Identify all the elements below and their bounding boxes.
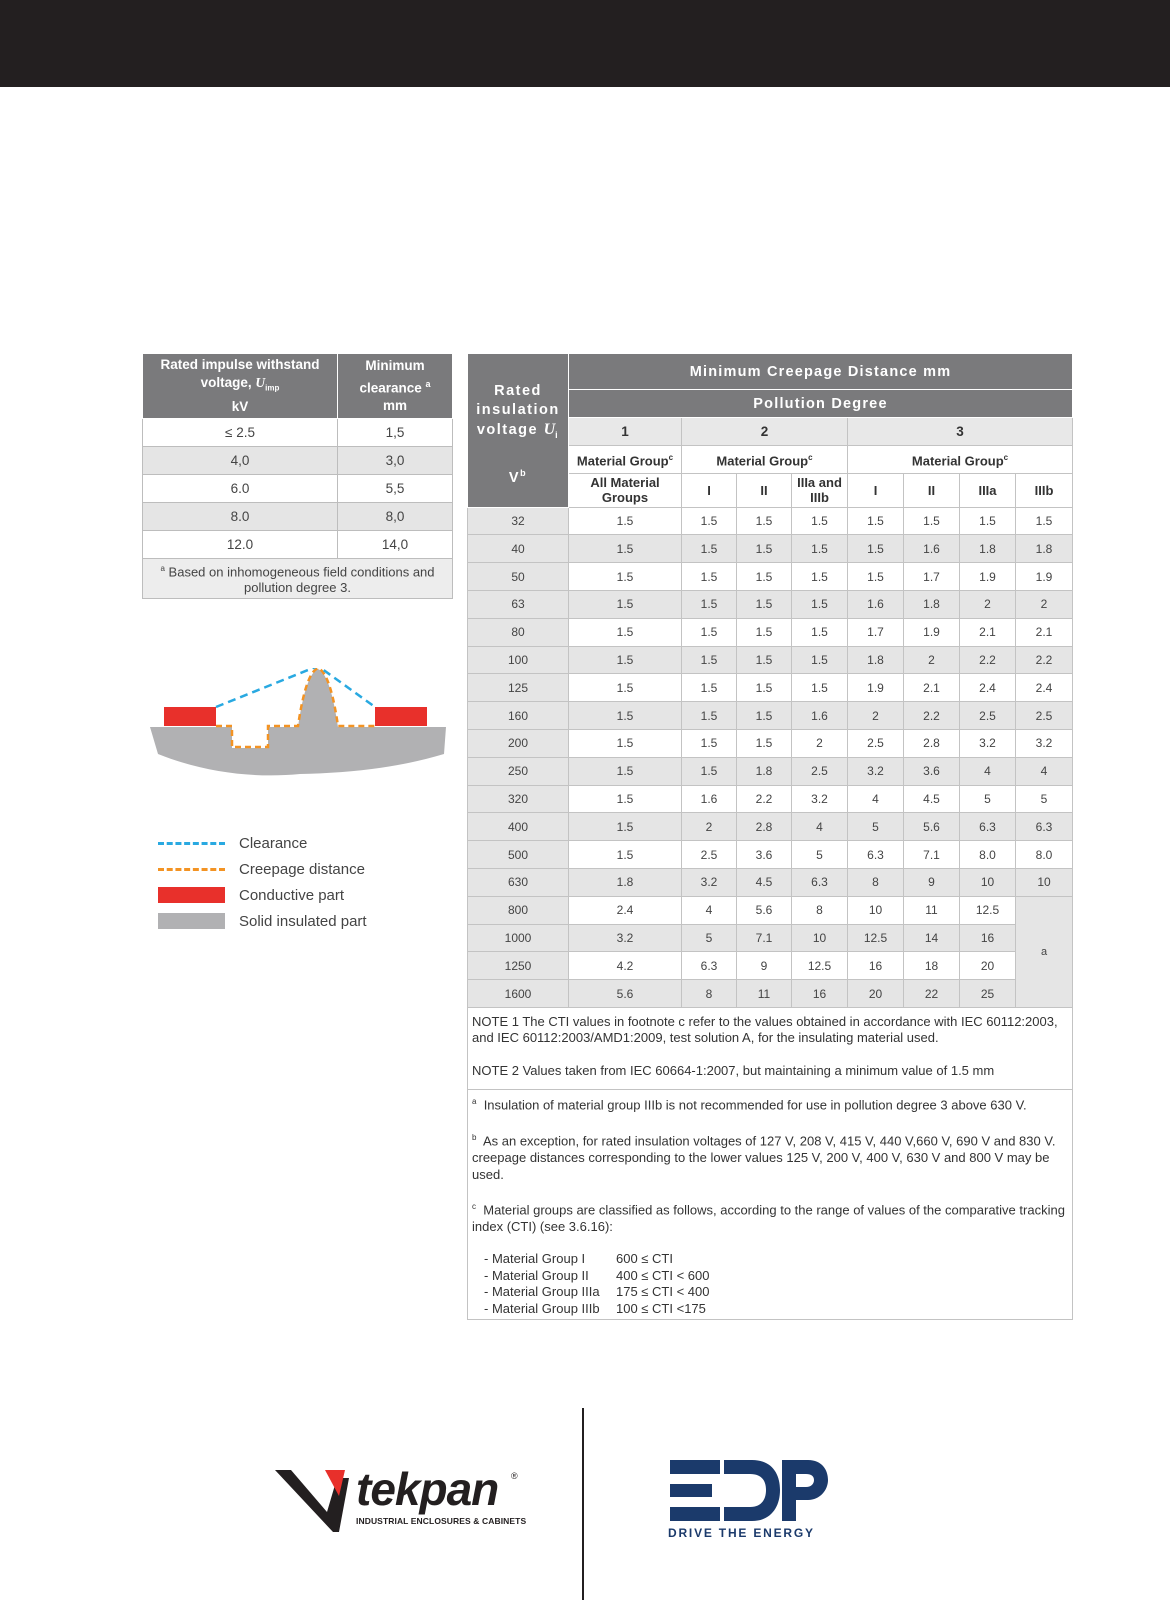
pd3-cell: 2.5 — [848, 729, 904, 757]
pd2-cell: 2 — [682, 813, 737, 841]
material-group-item — [472, 1301, 1068, 1318]
pd2-cell: 2.8 — [737, 813, 792, 841]
rated-voltage-cell: 63 — [468, 590, 569, 618]
clearance-table — [142, 353, 453, 599]
pd1-cell: 3.2 — [569, 924, 682, 952]
pd3-cell: 1.9 — [848, 674, 904, 702]
pd3-cell: 4 — [960, 757, 1016, 785]
creepage-swatch — [158, 868, 225, 871]
footnote-b: $^b$ As an exception, for rated insulation voltages of 127 V, 208 V, 415 V, 440 V,660 V, 690 V and 830 V. creepage distances corresponding to the lower values 125 V, 200 V, 400 V, 630 V and 800 V may be used. — [472, 1133, 1056, 1182]
pd2-cell: 1.5 — [682, 646, 737, 674]
pd1-cell: 1.8 — [569, 868, 682, 896]
logo-divider — [582, 1408, 584, 1600]
table-row — [468, 841, 1073, 869]
pd2-cell: 1.5 — [792, 535, 848, 563]
tekpan-mark-icon — [275, 1468, 349, 1532]
pd3-cell: 6.3 — [1016, 813, 1073, 841]
degree-1: 1 — [569, 418, 682, 446]
table-row — [468, 563, 1073, 591]
diagram-legend — [158, 830, 367, 934]
conductive-swatch — [158, 887, 225, 903]
rated-voltage-cell: 400 — [468, 813, 569, 841]
pd3-cell: 8.0 — [960, 841, 1016, 869]
table-row — [468, 618, 1073, 646]
pd2-cell: 2.2 — [737, 785, 792, 813]
pd3-cell: 2.1 — [904, 674, 960, 702]
pd2-cell: 1.5 — [682, 563, 737, 591]
pd3-cell: 4 — [1016, 757, 1073, 785]
pd2-cell: 11 — [737, 980, 792, 1008]
table-row — [468, 702, 1073, 730]
pd3-cell: 10 — [960, 868, 1016, 896]
pd2-cell: 4 — [792, 813, 848, 841]
pd2-cell: 1.5 — [792, 563, 848, 591]
pd3-cell: 3.2 — [960, 729, 1016, 757]
material-group-name: - Material Group IIIa — [484, 1284, 600, 1300]
rated-voltage-cell: 800 — [468, 896, 569, 924]
pd3-cell: 1.9 — [960, 563, 1016, 591]
pd1-cell: 1.5 — [569, 535, 682, 563]
table-row — [143, 502, 453, 530]
pd1-cell: 1.5 — [569, 507, 682, 535]
clearance-footnote: $^a$ Based on inhomogeneous field conditions and pollution degree 3. — [143, 558, 453, 598]
pd3-cell: 2.1 — [960, 618, 1016, 646]
pd3-cell: 2 — [960, 590, 1016, 618]
footnote-c: $^c$ Material groups are classified as follows, according to the range of values of the comparative tracking index (CTI) (see 3.6.16): — [472, 1202, 1065, 1234]
pd3-cell: 7.1 — [904, 841, 960, 869]
pd3-cell: 20 — [960, 952, 1016, 980]
pd2-cell: 1.5 — [792, 674, 848, 702]
pd3-cell: 1.5 — [848, 535, 904, 563]
pd3-cell: 16 — [848, 952, 904, 980]
material-group-item — [472, 1284, 1068, 1301]
pd3-group-i: I — [848, 473, 904, 507]
pd2-cell: 1.6 — [792, 702, 848, 730]
pd2-cell: 1.5 — [682, 618, 737, 646]
pd2-cell: 6.3 — [792, 868, 848, 896]
pd3-cell: 1.9 — [1016, 563, 1073, 591]
creepage-title: Minimum Creepage Distance mm — [569, 354, 1073, 390]
pd2-cell: 1.5 — [737, 535, 792, 563]
table-row — [143, 418, 453, 446]
material-group-range: 400 ≤ CTI < 600 — [616, 1267, 710, 1283]
table-row — [468, 896, 1073, 924]
pd3-cell: 5 — [1016, 785, 1073, 813]
pd2-cell: 1.5 — [682, 729, 737, 757]
material-group-item — [472, 1251, 1068, 1268]
creepage-clearance-diagram — [148, 668, 453, 798]
conductive-part-left — [164, 707, 216, 726]
table-row — [143, 474, 453, 502]
pd2-cell: 1.5 — [792, 646, 848, 674]
material-group-list — [472, 1251, 1068, 1317]
pd3-cell: 22 — [904, 980, 960, 1008]
pd3-cell: 1.7 — [848, 618, 904, 646]
pd2-group-iiia-iiib: IIIa and IIIb — [792, 473, 848, 507]
pd2-cell: 1.5 — [682, 535, 737, 563]
impulse-voltage-cell: ≤ 2.5 — [143, 418, 338, 446]
rated-voltage-cell: 320 — [468, 785, 569, 813]
pd2-cell: 1.5 — [737, 702, 792, 730]
pd3-cell: 8.0 — [1016, 841, 1073, 869]
pd3-cell: 1.8 — [960, 535, 1016, 563]
merged-note-cell: a — [1016, 896, 1073, 1007]
impulse-voltage-cell: 6.0 — [143, 474, 338, 502]
legend-item-insulated: Solid insulated part — [158, 908, 367, 934]
impulse-voltage-cell: 12.0 — [143, 530, 338, 558]
pd3-group-ii: II — [904, 473, 960, 507]
pd2-cell: 7.1 — [737, 924, 792, 952]
pd2-cell: 3.2 — [792, 785, 848, 813]
pd3-cell: 2.2 — [904, 702, 960, 730]
pd2-cell: 2.5 — [682, 841, 737, 869]
pd1-cell: 1.5 — [569, 674, 682, 702]
pd2-cell: 1.5 — [792, 590, 848, 618]
edp-wordmark-icon — [668, 1460, 828, 1522]
pd3-cell: 1.5 — [848, 563, 904, 591]
pollution-degree-header: Pollution Degree — [569, 390, 1073, 418]
table-row — [468, 952, 1073, 980]
min-clearance-header: Minimum clearance $^a$ mm — [338, 354, 453, 419]
pd2-cell: 5.6 — [737, 896, 792, 924]
table-row — [468, 507, 1073, 535]
pd1-cell: 4.2 — [569, 952, 682, 980]
impulse-voltage-cell: 8.0 — [143, 502, 338, 530]
note-2: NOTE 2 Values taken from IEC 60664-1:2007, but maintaining a minimum value of 1.5 mm — [472, 1062, 995, 1078]
pd2-cell: 4 — [682, 896, 737, 924]
pd2-cell: 1.5 — [737, 674, 792, 702]
pd3-cell: 2.2 — [960, 646, 1016, 674]
pd3-cell: 1.8 — [1016, 535, 1073, 563]
pd3-cell: 8 — [848, 868, 904, 896]
pd2-cell: 2 — [792, 729, 848, 757]
pd2-cell: 1.5 — [737, 507, 792, 535]
degree-3: 3 — [848, 418, 1073, 446]
pd2-cell: 9 — [737, 952, 792, 980]
clearance-cell: 14,0 — [338, 530, 453, 558]
rated-voltage-cell: 1000 — [468, 924, 569, 952]
pd3-cell: 6.3 — [848, 841, 904, 869]
impulse-voltage-cell: 4,0 — [143, 446, 338, 474]
legend-item-creepage: Creepage distance — [158, 856, 367, 882]
creepage-table — [467, 353, 1073, 1320]
pd2-cell: 3.6 — [737, 841, 792, 869]
material-group-name: - Material Group I — [484, 1251, 586, 1267]
pd2-cell: 5 — [792, 841, 848, 869]
table-row — [468, 924, 1073, 952]
rated-voltage-cell: 100 — [468, 646, 569, 674]
rated-voltage-cell: 250 — [468, 757, 569, 785]
rated-voltage-cell: 50 — [468, 563, 569, 591]
pd3-cell: 2 — [848, 702, 904, 730]
pd2-cell: 1.5 — [682, 674, 737, 702]
pd2-cell: 1.5 — [737, 618, 792, 646]
pd1-cell: 1.5 — [569, 785, 682, 813]
table-notes — [468, 1007, 1073, 1090]
table-row — [468, 757, 1073, 785]
table-row — [468, 590, 1073, 618]
header-bar — [0, 0, 1170, 87]
table-row — [468, 980, 1073, 1008]
pd3-group-iiib: IIIb — [1016, 473, 1073, 507]
table-row — [468, 729, 1073, 757]
pd2-cell: 1.5 — [682, 590, 737, 618]
clearance-path — [216, 668, 375, 707]
pd2-group-ii: II — [737, 473, 792, 507]
pd3-cell: 2.8 — [904, 729, 960, 757]
pd2-cell: 10 — [792, 924, 848, 952]
table-row — [468, 868, 1073, 896]
pd1-cell: 1.5 — [569, 841, 682, 869]
material-group-1: Material Group$^c$ — [569, 445, 682, 473]
pd2-cell: 1.6 — [682, 785, 737, 813]
pd2-cell: 1.5 — [682, 507, 737, 535]
pd3-group-iiia: IIIa — [960, 473, 1016, 507]
material-group-range: 175 ≤ CTI < 400 — [616, 1284, 710, 1300]
pd3-cell: 10 — [1016, 868, 1073, 896]
rated-voltage-cell: 125 — [468, 674, 569, 702]
pd1-cell: 1.5 — [569, 813, 682, 841]
pd2-cell: 1.5 — [737, 646, 792, 674]
pd3-cell: 1.8 — [904, 590, 960, 618]
table-footnotes — [468, 1090, 1073, 1320]
pd2-cell: 3.2 — [682, 868, 737, 896]
table-row — [143, 446, 453, 474]
pd1-cell: 1.5 — [569, 702, 682, 730]
pd2-cell: 5 — [682, 924, 737, 952]
insulated-swatch — [158, 913, 225, 929]
pd2-cell: 1.8 — [737, 757, 792, 785]
pd3-cell: 2 — [904, 646, 960, 674]
pd1-cell: 1.5 — [569, 729, 682, 757]
pd2-cell: 1.5 — [737, 563, 792, 591]
pd2-cell: 1.5 — [792, 507, 848, 535]
pd3-cell: 14 — [904, 924, 960, 952]
rated-voltage-cell: 200 — [468, 729, 569, 757]
pd3-cell: 2.4 — [960, 674, 1016, 702]
pd3-cell: 2.5 — [1016, 702, 1073, 730]
pd3-cell: 1.5 — [1016, 507, 1073, 535]
pd3-cell: 4 — [848, 785, 904, 813]
pd2-cell: 4.5 — [737, 868, 792, 896]
material-group-name: - Material Group II — [484, 1267, 589, 1283]
pd1-cell: 1.5 — [569, 590, 682, 618]
pd1-cell: 1.5 — [569, 757, 682, 785]
clearance-cell: 5,5 — [338, 474, 453, 502]
pd3-cell: 12.5 — [848, 924, 904, 952]
clearance-swatch — [158, 842, 225, 845]
table-row — [468, 646, 1073, 674]
pd3-cell: 3.6 — [904, 757, 960, 785]
pd3-cell: 2.1 — [1016, 618, 1073, 646]
pd3-cell: 18 — [904, 952, 960, 980]
clearance-cell: 3,0 — [338, 446, 453, 474]
pd3-cell: 6.3 — [960, 813, 1016, 841]
pd1-cell: 1.5 — [569, 563, 682, 591]
legend-item-clearance: Clearance — [158, 830, 367, 856]
pd2-cell: 12.5 — [792, 952, 848, 980]
pd2-cell: 1.5 — [737, 729, 792, 757]
footnote-a: $^a$ Insulation of material group IIIb is not recommended for use in pollution degree 3 above 630 V. — [472, 1097, 1027, 1113]
note-1: NOTE 1 The CTI values in footnote c refer to the values obtained in accordance with IEC 60112:2003, and IEC 60112:2003/AMD1:2009, test solution A, for the insulating material used. — [472, 1013, 1058, 1046]
all-material-groups: All Material Groups — [569, 473, 682, 507]
pd3-cell: 1.5 — [848, 507, 904, 535]
table-row — [468, 674, 1073, 702]
pd1-cell: 1.5 — [569, 618, 682, 646]
table-row — [468, 813, 1073, 841]
pd2-cell: 8 — [682, 980, 737, 1008]
edp-logo: DRIVE THE ENERGY — [668, 1460, 828, 1545]
pd3-cell: 2.5 — [960, 702, 1016, 730]
pd3-cell: 25 — [960, 980, 1016, 1008]
rated-voltage-cell: 630 — [468, 868, 569, 896]
rated-voltage-cell: 500 — [468, 841, 569, 869]
pd3-cell: 1.7 — [904, 563, 960, 591]
pd1-cell: 2.4 — [569, 896, 682, 924]
rated-voltage-cell: 1600 — [468, 980, 569, 1008]
pd3-cell: 2.2 — [1016, 646, 1073, 674]
pd2-cell: 1.5 — [682, 757, 737, 785]
conductive-part-right — [375, 707, 427, 726]
material-group-item — [472, 1268, 1068, 1285]
pd2-cell: 2.5 — [792, 757, 848, 785]
impulse-voltage-header: Rated impulse withstand voltage, $U_{imp}$ kV — [143, 354, 338, 419]
pd3-cell: 5 — [848, 813, 904, 841]
pd2-cell: 8 — [792, 896, 848, 924]
pd3-cell: 10 — [848, 896, 904, 924]
pd2-group-i: I — [682, 473, 737, 507]
pd3-cell: 1.5 — [960, 507, 1016, 535]
rated-voltage-cell: 40 — [468, 535, 569, 563]
tekpan-logo: tekpan ® INDUSTRIAL ENCLOSURES & CABINETS — [275, 1468, 525, 1538]
material-group-name: - Material Group IIIb — [484, 1300, 600, 1316]
rated-voltage-cell: 80 — [468, 618, 569, 646]
pd3-cell: 3.2 — [1016, 729, 1073, 757]
legend-item-conductive: Conductive part — [158, 882, 367, 908]
pd1-cell: 5.6 — [569, 980, 682, 1008]
rated-voltage-cell: 32 — [468, 507, 569, 535]
clearance-cell: 8,0 — [338, 502, 453, 530]
table-row — [143, 530, 453, 558]
pd3-cell: 2 — [1016, 590, 1073, 618]
pd3-cell: 1.8 — [848, 646, 904, 674]
pd3-cell: 1.6 — [904, 535, 960, 563]
pd3-cell: 1.9 — [904, 618, 960, 646]
rated-voltage-cell: 1250 — [468, 952, 569, 980]
pd3-cell: 4.5 — [904, 785, 960, 813]
pd1-cell: 1.5 — [569, 646, 682, 674]
pd3-cell: 1.6 — [848, 590, 904, 618]
pd2-cell: 1.5 — [682, 702, 737, 730]
material-group-range: 600 ≤ CTI — [616, 1251, 673, 1267]
pd2-cell: 16 — [792, 980, 848, 1008]
pd2-cell: 1.5 — [792, 618, 848, 646]
material-group-2: Material Group$^c$ — [682, 445, 848, 473]
rated-voltage-cell: 160 — [468, 702, 569, 730]
pd2-cell: 1.5 — [737, 590, 792, 618]
pd3-cell: 5 — [960, 785, 1016, 813]
material-group-range: 100 ≤ CTI <175 — [616, 1300, 706, 1316]
degree-2: 2 — [682, 418, 848, 446]
pd3-cell: 9 — [904, 868, 960, 896]
table-row — [468, 785, 1073, 813]
pd3-cell: 3.2 — [848, 757, 904, 785]
pd3-cell: 16 — [960, 924, 1016, 952]
pd3-cell: 20 — [848, 980, 904, 1008]
clearance-cell: 1,5 — [338, 418, 453, 446]
pd3-cell: 12.5 — [960, 896, 1016, 924]
pd2-cell: 6.3 — [682, 952, 737, 980]
table-row — [468, 535, 1073, 563]
rated-voltage-header: Rated insulation voltage $U_i$ $V^b$ — [468, 354, 569, 508]
pd3-cell: 5.6 — [904, 813, 960, 841]
pd3-cell: 2.4 — [1016, 674, 1073, 702]
pd3-cell: 11 — [904, 896, 960, 924]
material-group-3: Material Group$^c$ — [848, 445, 1073, 473]
pd3-cell: 1.5 — [904, 507, 960, 535]
